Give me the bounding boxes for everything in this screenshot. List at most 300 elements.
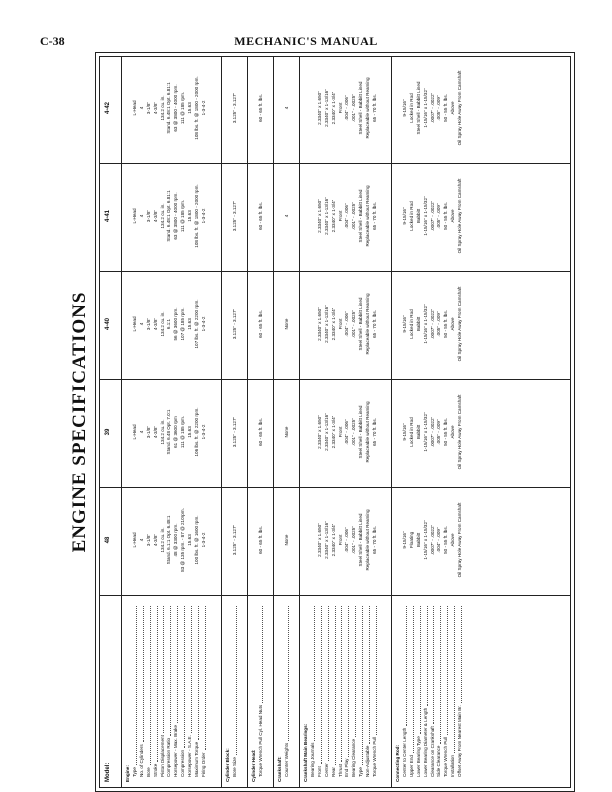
- spec-value: 1-15/16" x 1-15/32": [422, 304, 428, 344]
- label-row: [317, 604, 324, 782]
- label-row: [423, 604, 430, 782]
- value-column-4-42: [258, 56, 265, 160]
- value-column-4-42: [232, 56, 239, 160]
- spec-value: Front: [337, 102, 343, 114]
- spec-value: .0007" - .0022": [429, 524, 435, 556]
- spec-value: 2.3340" x 1.650": [316, 307, 322, 341]
- row-label: Piston Displacement: [159, 735, 165, 777]
- spec-value: 1-15/16" x 1-15/32": [422, 196, 428, 236]
- column-divider: [99, 595, 571, 596]
- leader-dots: [416, 606, 421, 734]
- spec-value: 3.125" - 3.127": [231, 524, 237, 556]
- spec-value: 1-15/16" x 1-15/32": [422, 88, 428, 128]
- leader-dots: [430, 606, 435, 724]
- spec-value: Babbitt: [415, 208, 421, 224]
- spec-value: .001" - .0025": [351, 310, 357, 338]
- leader-dots: [351, 606, 356, 737]
- spec-value: Replaceable without Reaming: [365, 509, 371, 571]
- spec-value: 100 lbs. ft. @ 1600 rpm.: [194, 515, 200, 565]
- label-row: [344, 604, 351, 782]
- spec-value: .004" - .006": [344, 311, 350, 337]
- label-row: [139, 604, 146, 782]
- spec-value: Oil Spray Hole Away From Camshaft: [457, 502, 463, 578]
- leader-dots: [132, 606, 137, 765]
- section-divider: [121, 56, 122, 788]
- spec-value: L-Head: [131, 424, 137, 440]
- section-divider: [391, 56, 392, 788]
- value-column-48: [132, 488, 208, 592]
- label-row: [310, 604, 317, 782]
- row-label: Bore Size: [231, 757, 237, 777]
- model-label: Model:: [105, 762, 111, 782]
- leader-dots: [372, 606, 377, 735]
- spec-value: Steel Shell - Babbitt Lined: [358, 405, 364, 459]
- spec-value: 50 - 55 ft. lbs.: [443, 526, 449, 554]
- spec-value: Babbitt: [415, 532, 421, 548]
- spec-value: 4: [138, 538, 144, 542]
- section-divider: [221, 56, 222, 788]
- row-label: End Play: [344, 758, 350, 777]
- spec-value: Front: [337, 318, 343, 330]
- leader-dots: [331, 606, 336, 765]
- spec-value: .0007" - .0022": [429, 200, 435, 232]
- spec-value: 15.63: [187, 426, 193, 438]
- label-row: [232, 604, 239, 782]
- spec-value: 60 - 65 ft. lbs.: [257, 94, 263, 122]
- row-label: Bearing Journals: [309, 742, 315, 777]
- row-label: Upper End: [408, 755, 414, 777]
- spec-value: 2.3340" x 1-3/4": [330, 307, 336, 341]
- value-column-48: [232, 488, 239, 592]
- spec-value: Oil Spray Hole Away From Camshaft: [457, 178, 463, 254]
- spec-value: 134.2 cu. in.: [159, 311, 165, 337]
- spec-value: 2.3340" x 1-13/16": [323, 521, 329, 559]
- label-row: [201, 604, 208, 782]
- section-heading: Connecting Rod:: [395, 745, 400, 782]
- spec-value: Above: [450, 209, 456, 223]
- leader-dots: [409, 606, 414, 753]
- spec-value: Locked in Rod: [408, 93, 414, 123]
- spec-value: None: [283, 426, 289, 438]
- spec-value: 9-15/16": [401, 315, 407, 333]
- spec-value: .004" - .006": [344, 203, 350, 229]
- spec-value: Stand. 6.48:1 Opt. 6.81:1: [166, 82, 172, 134]
- spec-value: Stand. 6.1:1 Opt. 6.48:1: [166, 515, 172, 565]
- spec-value: 65 - 70 ft. lbs.: [372, 94, 378, 122]
- row-label: Torque Wrench Pull: [443, 736, 449, 777]
- spec-value: 3-1/8": [145, 317, 151, 331]
- page-number: C-38: [40, 34, 65, 48]
- spec-value: Replaceable without Reaming: [365, 185, 371, 247]
- spec-value: 2.3340" x 1-13/16": [323, 305, 329, 343]
- spec-value: 134.2 cu. in.: [159, 95, 165, 121]
- spec-value: 2.3340" x 1.650": [316, 415, 322, 449]
- spec-value: Above: [450, 425, 456, 439]
- leader-dots: [450, 606, 455, 753]
- leader-dots: [338, 606, 343, 762]
- spec-value: 63 @ 3800 - 4000 rpm.: [173, 84, 179, 132]
- value-column-4-41: [284, 164, 291, 268]
- spec-value: 56 @ 3600 rpm.: [173, 307, 179, 341]
- spec-value: 2.3340" x 1-13/16": [323, 89, 329, 127]
- spec-value: .005" - .009": [436, 95, 442, 121]
- spec-value: .0007" - .0022": [429, 308, 435, 340]
- spec-value: 1-3-4-2: [200, 316, 206, 332]
- label-block: [277, 604, 291, 782]
- row-label: Center: [323, 763, 329, 777]
- label-row: [365, 604, 372, 782]
- value-column-4-41: [317, 164, 379, 268]
- row-label: Horsepower - S.A.E.: [187, 735, 193, 777]
- value-column-39: [284, 380, 291, 484]
- spec-value: 60 - 65 ft. lbs.: [257, 310, 263, 338]
- label-row: [146, 604, 153, 782]
- spec-value: 107 lbs. ft. @ 2200 rpm.: [194, 299, 200, 349]
- model-header-4: 4-42: [105, 102, 111, 115]
- spec-value: 1-3-4-2: [200, 424, 206, 440]
- label-row: [351, 604, 358, 782]
- value-column-4-41: [232, 164, 239, 268]
- leader-dots: [166, 606, 171, 736]
- leader-dots: [201, 606, 206, 750]
- spec-value: Steel Shell - Babbitt Lined: [415, 81, 421, 135]
- leader-dots: [187, 606, 192, 733]
- label-row: [173, 604, 180, 782]
- spec-value: Oil Spray Hole Away From Camshaft: [457, 394, 463, 470]
- value-column-48: [317, 488, 379, 592]
- row-label: Counter Weights: [283, 742, 289, 777]
- value-column-4-40: [402, 272, 464, 376]
- label-row: [331, 604, 338, 782]
- leader-dots: [423, 606, 428, 706]
- leader-dots: [358, 606, 363, 765]
- value-column-4-40: [284, 272, 291, 376]
- leader-dots: [173, 606, 178, 723]
- spec-value: 4: [283, 106, 289, 110]
- spec-value: 2.3340" x 1-3/4": [330, 415, 336, 449]
- spec-value: 4-3/8": [152, 533, 158, 547]
- row-label: Lower Bearing Diameter & Length: [422, 707, 428, 777]
- spec-value: 50 - 55 ft. lbs.: [443, 418, 449, 446]
- spec-value: 3.125" - 3.127": [231, 308, 237, 340]
- row-label: Torque Wrench Pull Cyl. Head Nuts: [257, 704, 263, 777]
- label-row: [457, 604, 464, 782]
- row-label: Type: [131, 767, 137, 777]
- spec-value: 4: [138, 322, 144, 326]
- leader-dots: [443, 606, 448, 735]
- spec-value: 15.63: [187, 102, 193, 114]
- row-label: Front: [316, 766, 322, 777]
- label-row: [450, 604, 457, 782]
- leader-dots: [139, 606, 144, 742]
- spec-value: .004" - .009": [436, 527, 442, 553]
- label-block: [251, 604, 265, 782]
- spec-value: 48 @ 3300 rpm.: [173, 523, 179, 557]
- value-column-4-41: [132, 164, 208, 268]
- spec-value: 3.125" - 3.127": [231, 416, 237, 448]
- spec-value: 4: [138, 430, 144, 434]
- spec-value: 2.3340" x 1.650": [316, 91, 322, 125]
- spec-value: 60 - 65 ft. lbs.: [257, 202, 263, 230]
- spec-value: .001" - .0025": [351, 202, 357, 230]
- label-row: [194, 604, 201, 782]
- spec-value: 2.3340" x 1-3/4": [330, 523, 336, 557]
- label-row: [324, 604, 331, 782]
- leader-dots: [324, 606, 329, 761]
- value-column-4-41: [402, 164, 464, 268]
- spec-value: 3.125" - 3.127": [231, 92, 237, 124]
- label-row: [372, 604, 379, 782]
- spec-value: .0007" - .0022": [429, 416, 435, 448]
- spec-value: 61 @ 3600 rpm: [173, 416, 179, 448]
- spec-value: Floating: [408, 531, 414, 549]
- label-block: [225, 604, 239, 782]
- spec-value: 4: [138, 106, 144, 110]
- label-row: [284, 604, 291, 782]
- label-row: [416, 604, 423, 782]
- spec-value: 1-3-4-2: [200, 100, 206, 116]
- label-row: [430, 604, 437, 782]
- value-column-39: [132, 380, 208, 484]
- row-label: Side Clearance: [436, 745, 442, 777]
- spec-value: Steel Shell - Babbitt Lined: [358, 189, 364, 243]
- spec-value: Front: [337, 534, 343, 546]
- spec-value: 1-15/16" x 1-15/32": [422, 520, 428, 560]
- spec-value: 50 - 55 ft. lbs.: [443, 310, 449, 338]
- spec-value: 107 @ 185 rpm.: [180, 307, 186, 341]
- leader-dots: [344, 606, 349, 757]
- value-column-4-42: [284, 56, 291, 160]
- row-label: Thrust: [337, 763, 343, 777]
- row-label: Horsepower - Max. Brake: [173, 724, 179, 777]
- spec-value: 60 - 65 ft. lbs.: [257, 526, 263, 554]
- label-block: [303, 604, 379, 782]
- spec-value: 4-3/8": [152, 209, 158, 223]
- leader-dots: [180, 606, 185, 748]
- section-heading: Crankshaft:: [277, 756, 282, 782]
- spec-value: 3-1/8": [145, 101, 151, 115]
- spec-value: 134.2 cu. in.: [159, 527, 165, 553]
- value-column-4-40: [232, 272, 239, 376]
- spec-value: Stand. 6.48:1 Opt. 6.81:1: [166, 190, 172, 242]
- spec-value: 1-15/16" x 1-15/32": [422, 412, 428, 452]
- spec-value: L-Head: [131, 532, 137, 548]
- label-row: [443, 604, 450, 782]
- value-column-4-40: [132, 272, 208, 376]
- spec-value: 108 lbs. ft. @ 1800 - 2000 rpm.: [194, 76, 200, 140]
- spec-value: L-Head: [131, 316, 137, 332]
- leader-dots: [436, 606, 441, 744]
- spec-value: 134.2 cu. in.: [159, 203, 165, 229]
- rotated-spec-table: [69, 52, 575, 792]
- row-label: Compression Ratio: [166, 737, 172, 777]
- section-heading: Engine:: [125, 765, 130, 782]
- row-label: No. of Cylinders: [138, 744, 144, 777]
- spec-value: .001" - .0025": [351, 94, 357, 122]
- value-column-4-41: [258, 164, 265, 268]
- spec-value: 1-3-4-2: [200, 532, 206, 548]
- leader-dots: [232, 606, 237, 755]
- row-label: Rear: [330, 767, 336, 777]
- spec-value: 6.1:1: [166, 318, 172, 330]
- label-row: [409, 604, 416, 782]
- spec-value: Steel Shell - Babbitt Lined: [358, 297, 364, 351]
- spec-value: 108 lbs. ft. @ 1800 - 2000 rpm.: [194, 184, 200, 248]
- spec-value: Stand. 6.48 Opt. 7.0:1: [166, 409, 172, 455]
- leader-dots: [194, 606, 199, 740]
- spec-value: 4-3/8": [152, 101, 158, 115]
- leader-dots: [284, 606, 289, 741]
- model-header-1: 39: [105, 428, 111, 436]
- row-label: Installation: [450, 755, 456, 777]
- spec-value: 4-3/8": [152, 425, 158, 439]
- spec-value: 2.3340" x 1-3/4": [330, 199, 336, 233]
- spec-value: 4: [283, 214, 289, 218]
- spec-value: 9-15/16": [401, 99, 407, 117]
- model-header-2: 4-40: [105, 318, 111, 331]
- spec-value: None: [283, 318, 289, 330]
- section-divider: [299, 56, 300, 788]
- spec-value: 9-15/16": [401, 423, 407, 441]
- leader-dots: [153, 606, 158, 762]
- spec-value: 4-3/8": [152, 317, 158, 331]
- spec-value: .001" - .0025": [351, 418, 357, 446]
- spec-value: 111 @ 185 rpm.: [180, 199, 186, 233]
- spec-value: 3.125" - 3.127": [231, 200, 237, 232]
- leader-dots: [402, 606, 407, 726]
- spec-value: 106 lbs. ft. @ 2200 rpm.: [194, 407, 200, 457]
- label-row: [258, 604, 265, 782]
- section-heading: Cylinder Head:: [251, 749, 256, 782]
- value-column-39: [402, 380, 464, 484]
- label-row: [166, 604, 173, 782]
- row-label: Offset Away From Nearest Main Br.: [457, 705, 463, 777]
- spec-value: 15.63: [187, 318, 193, 330]
- label-row: [180, 604, 187, 782]
- row-label: Lower Bearing Type: [415, 736, 421, 777]
- spec-value: 3-1/8": [145, 209, 151, 223]
- section-divider: [247, 56, 248, 788]
- label-row: [187, 604, 194, 782]
- spec-value: 2.3340" x 1-13/16": [323, 413, 329, 451]
- spec-value: None: [283, 534, 289, 546]
- value-column-39: [317, 380, 379, 484]
- row-label: Torque Wrench Pull: [372, 736, 378, 777]
- spec-value: Steel Shell - Babbitt Lined: [358, 81, 364, 135]
- value-column-48: [284, 488, 291, 592]
- value-column-4-42: [317, 56, 379, 160]
- spec-value: 111 @ 185 rpm.: [180, 91, 186, 125]
- spec-value: 1-3-4-2: [200, 208, 206, 224]
- section-heading: Crankshaft Main Bearings:: [303, 723, 308, 782]
- spec-value: 4: [138, 214, 144, 218]
- spec-value: Front: [337, 426, 343, 438]
- label-row: [160, 604, 167, 782]
- spec-value: .0007" - .0022": [429, 92, 435, 124]
- spec-value: 63 @ 3800 - 4000 rpm.: [173, 192, 179, 240]
- spec-value: 9-15/16": [401, 531, 407, 549]
- spec-value: .004" - .006": [344, 527, 350, 553]
- spec-value: Front: [337, 210, 343, 222]
- section-heading: Cylinder Block:: [225, 748, 230, 782]
- spec-value: Babbitt: [415, 424, 421, 440]
- spec-value: 60 - 65 ft. lbs.: [257, 418, 263, 446]
- leader-dots: [317, 606, 322, 764]
- spec-value: 2.3340" x 1.650": [316, 523, 322, 557]
- value-column-39: [232, 380, 239, 484]
- spec-value: Replaceable without Reaming: [365, 401, 371, 463]
- spec-value: 134.2 cu. in.: [159, 419, 165, 445]
- spec-value: 9-15/16": [401, 207, 407, 225]
- row-label: Center to Center Length: [401, 727, 407, 777]
- page-title: MECHANIC'S MANUAL: [234, 34, 378, 48]
- spec-value: Locked in Rod: [408, 417, 414, 447]
- label-row: [132, 604, 139, 782]
- spec-value: Steel Shell - Babbitt Lined: [358, 513, 364, 567]
- label-row: [358, 604, 365, 782]
- leader-dots: [310, 606, 315, 741]
- row-label: Bore: [145, 767, 151, 777]
- page-header: [0, 34, 612, 50]
- spec-value: .005" - .009": [436, 311, 442, 337]
- spec-value: .005" - .009": [436, 203, 442, 229]
- section-divider: [273, 56, 274, 788]
- label-block: [395, 604, 464, 782]
- spec-value: Locked in Rod: [408, 309, 414, 339]
- spec-value: .001" - .0025": [351, 526, 357, 554]
- spec-value: L-Head: [131, 208, 137, 224]
- spec-value: 15.63: [187, 534, 193, 546]
- spec-value: L-Head: [131, 100, 137, 116]
- spec-value: Replaceable without Reaming: [365, 293, 371, 355]
- leader-dots: [365, 606, 370, 744]
- row-label: Firing Order: [200, 752, 206, 777]
- label-row: [402, 604, 409, 782]
- row-label: Type: [358, 767, 364, 777]
- spec-value: Locked in Rod: [408, 201, 414, 231]
- row-label: Non-Adjustable: [365, 745, 371, 777]
- engine-specifications-title: ENGINE SPECIFICATIONS: [69, 291, 90, 553]
- label-row: [153, 604, 160, 782]
- spec-value: 2.3340" x 1-13/16": [323, 197, 329, 235]
- row-label: Maximum Torque: [194, 741, 200, 777]
- row-label: Stroke: [152, 763, 158, 777]
- leader-dots: [160, 606, 165, 733]
- model-header-3: 4-41: [105, 210, 111, 223]
- spec-value: 15.63: [187, 210, 193, 222]
- value-column-48: [258, 488, 265, 592]
- spec-value: Above: [450, 533, 456, 547]
- spec-value: 83 @ 135 rpm. - 87 @ 210rpm.: [180, 508, 186, 572]
- spec-value: 65 - 70 ft. lbs.: [372, 418, 378, 446]
- spec-value: 65 - 70 ft. lbs.: [372, 310, 378, 338]
- spec-value: .004" - .006": [344, 95, 350, 121]
- spec-value: Oil Spray Hole Away From Camshaft: [457, 286, 463, 362]
- value-column-4-40: [258, 272, 265, 376]
- spec-value: Replaceable without Reaming: [365, 77, 371, 139]
- leader-dots: [146, 606, 151, 765]
- spec-value: .005" - .009": [436, 419, 442, 445]
- spec-value: 3-1/8": [145, 533, 151, 547]
- label-row: [436, 604, 443, 782]
- value-column-4-42: [132, 56, 208, 160]
- spec-value: Oil Spray Hole Away From Camshaft: [457, 70, 463, 146]
- spec-value: 65 - 70 ft. lbs.: [372, 202, 378, 230]
- spec-value: 2.3340" x 1.650": [316, 199, 322, 233]
- spec-value: .004" - .006": [344, 419, 350, 445]
- spec-value: 3-1/8": [145, 425, 151, 439]
- spec-value: 65 - 70 ft. lbs.: [372, 526, 378, 554]
